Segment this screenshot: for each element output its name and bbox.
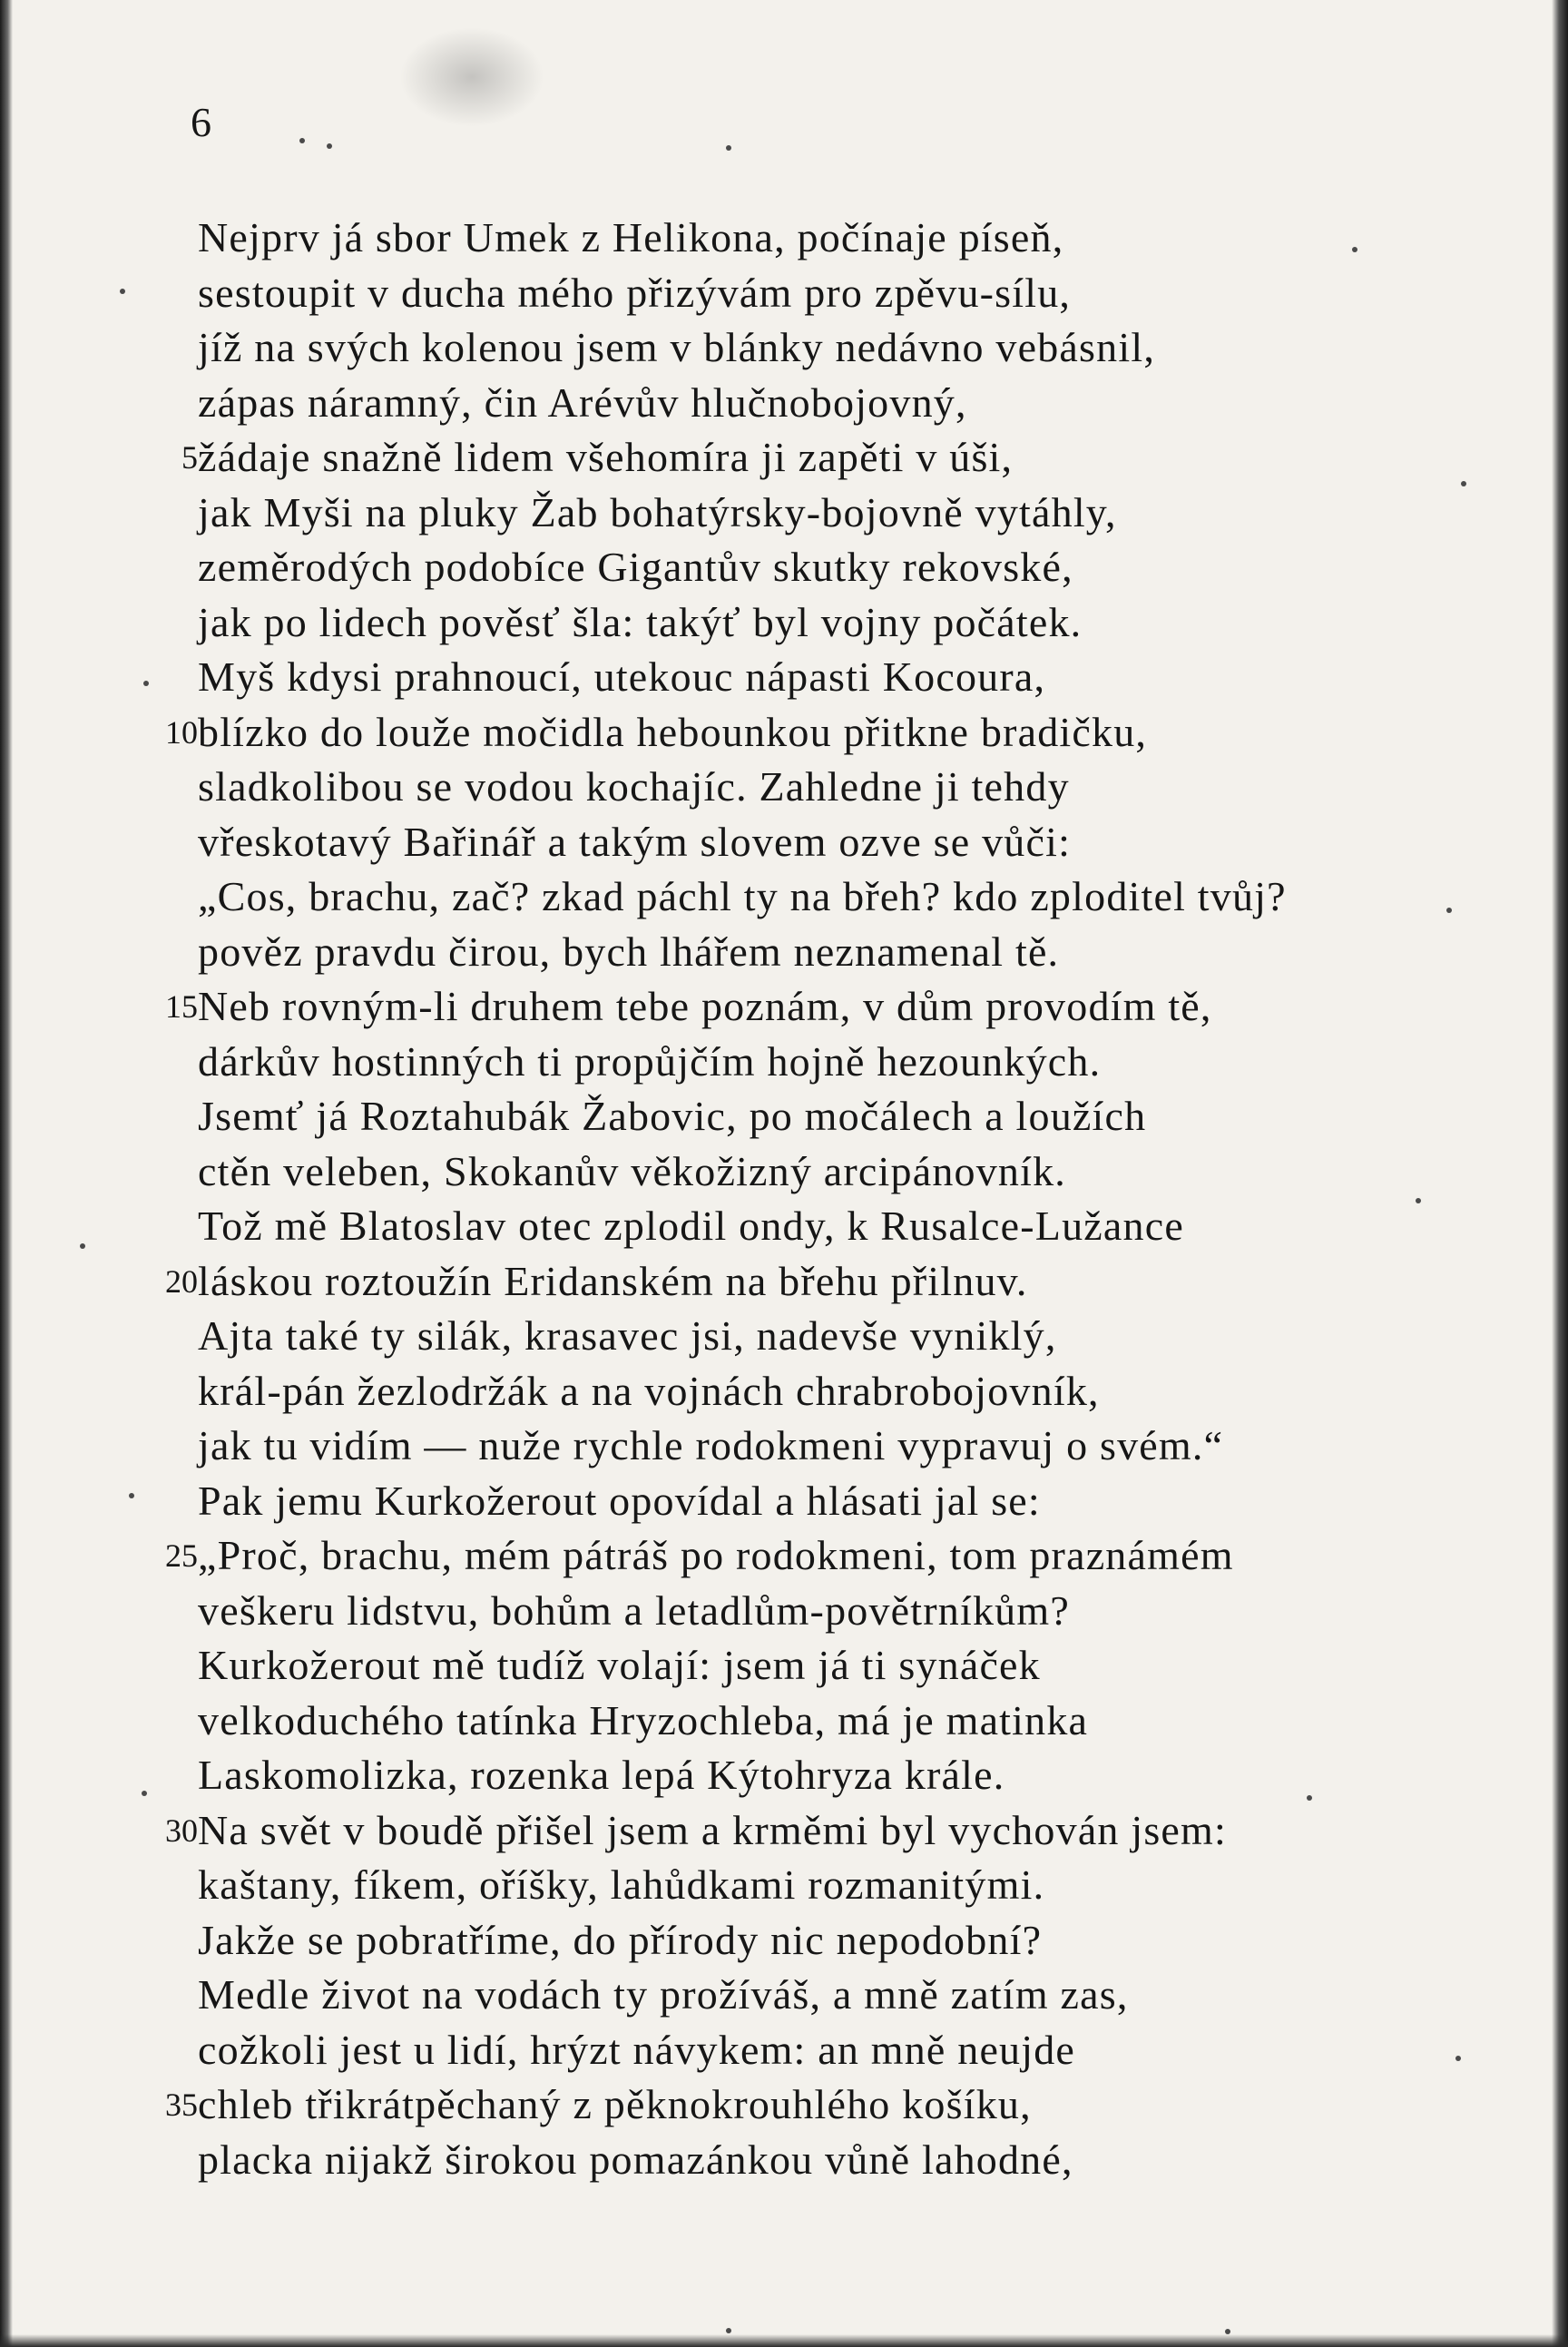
verse-text: dárkův hostinných ti propůjčím hojně hezounkých. <box>198 1037 1102 1085</box>
ink-speck <box>1225 2329 1230 2334</box>
verse-text: zeměrodých podobíce Gigantův skutky rekovské, <box>198 544 1073 590</box>
verse-text: Myš kdysi prahnoucí, utekouc nápasti Kocoura, <box>198 653 1046 700</box>
verse-line <box>0 1528 1568 1584</box>
verse-text: placka nijakž širokou pomazánkou vůně lahodné, <box>198 2136 1073 2183</box>
verse-text: Nejprv já sbor Umek z Helikona, počínaje píseň, <box>198 214 1064 260</box>
verse-line <box>0 705 1568 761</box>
verse-text: Ajta také ty silák, krasavec jsi, nadevše vyniklý, <box>198 1312 1057 1359</box>
verse-text: jak tu vidím — nuže rychle rodokmeni vypravuj o svém.“ <box>198 1422 1224 1468</box>
verse-line <box>0 486 1568 541</box>
verse-text: sladkolibou se vodou kochajíc. Zahledne ji tehdy <box>198 763 1070 810</box>
verse-line <box>0 1089 1568 1144</box>
bottom-scan-edge <box>0 2334 1568 2347</box>
verse-line <box>0 540 1568 595</box>
ink-speck <box>327 143 332 149</box>
verse-line <box>0 1364 1568 1419</box>
verse-line <box>0 1309 1568 1364</box>
poem-text <box>0 211 1568 2187</box>
verse-line <box>0 1035 1568 1090</box>
verse-text: Laskomolizka, rozenka lepá Kýtohryza krále. <box>198 1752 1005 1798</box>
verse-line <box>0 1858 1568 1913</box>
verse-text: král-pán žezlodržák a na vojnách chrabrobojovník, <box>198 1367 1100 1414</box>
verse-line <box>0 2077 1568 2133</box>
page-number: 6 <box>191 99 211 145</box>
verse-text: kaštany, fíkem, oříšky, lahůdkami rozmanitými. <box>198 1861 1045 1908</box>
verse-line <box>0 1748 1568 1803</box>
verse-text: jak po lidech pověsť šla: takýť byl vojny počátek. <box>198 598 1083 645</box>
verse-text: cožkoli jest u lidí, hrýzt návykem: an mně neujde <box>198 2026 1076 2073</box>
ink-speck <box>726 2328 731 2333</box>
verse-text: Neb rovným-li druhem tebe poznám, v dům provodím tě, <box>198 983 1212 1029</box>
verse-line <box>0 1803 1568 1859</box>
verse-line <box>0 1199 1568 1254</box>
verse-line <box>0 925 1568 980</box>
verse-line <box>0 1913 1568 1969</box>
ink-smudge <box>399 27 544 127</box>
verse-line <box>0 1474 1568 1529</box>
verse-text: jak Myši na pluky Žab bohatýrsky-bojovně vytáhly, <box>198 488 1117 535</box>
verse-text: pověz pravdu čirou, bych lhářem neznamenal tě. <box>198 928 1060 975</box>
verse-line <box>0 2133 1568 2188</box>
verse-line <box>0 1144 1568 1200</box>
line-number: 10 <box>165 713 198 751</box>
verse-line <box>0 211 1568 266</box>
verse-text: „Proč, brachu, mém pátráš po rodokmeni, tom praznámém <box>198 1532 1234 1578</box>
verse-text: jíž na svých kolenou jsem v blánky nedávno vebásnil, <box>198 324 1156 370</box>
verse-text: „Cos, brachu, zač? zkad páchl ty na břeh? kdo zploditel tvůj? <box>198 873 1287 919</box>
verse-text: ctěn veleben, Skokanův věkožizný arcipánovník. <box>198 1147 1067 1194</box>
verse-line <box>0 266 1568 321</box>
ink-speck <box>726 145 731 151</box>
line-number: 15 <box>165 988 198 1025</box>
verse-text: sestoupit v ducha mého přizývám pro zpěvu-sílu, <box>198 269 1072 316</box>
verse-text: Jakže se pobratříme, do přírody nic nepodobní? <box>198 1916 1043 1963</box>
line-number: 30 <box>165 1812 198 1849</box>
verse-text: zápas náramný, čin Arévův hlučnobojovný, <box>198 378 967 426</box>
verse-line <box>0 1694 1568 1749</box>
verse-text: láskou roztoužín Eridanském na břehu přilnuv. <box>198 1257 1028 1304</box>
verse-line <box>0 869 1568 925</box>
verse-text: žádaje snažně lidem všehomíra ji zapěti v úši, <box>198 434 1014 480</box>
verse-line <box>0 376 1568 431</box>
verse-line <box>0 650 1568 705</box>
verse-line <box>0 2023 1568 2078</box>
verse-line <box>0 760 1568 815</box>
verse-text: chleb třikrátpěchaný z pěknokrouhlého košíku, <box>198 2081 1032 2127</box>
verse-text: Kurkožerout mě tudíž volají: jsem já ti synáček <box>198 1642 1041 1688</box>
verse-text: Na svět v boudě přišel jsem a krměmi byl vychován jsem: <box>198 1806 1227 1853</box>
verse-line <box>0 1419 1568 1474</box>
verse-line <box>0 430 1568 486</box>
verse-line <box>0 1638 1568 1694</box>
ink-speck <box>299 138 305 143</box>
verse-line <box>0 1254 1568 1310</box>
verse-line <box>0 979 1568 1035</box>
line-number: 35 <box>165 2087 198 2123</box>
verse-text: Jsemť já Roztahubák Žabovic, po močálech a loužích <box>198 1093 1147 1139</box>
verse-text: Medle život na vodách ty prožíváš, a mně zatím zas, <box>198 1971 1129 2018</box>
verse-text: velkoduchého tatínka Hryzochleba, má je matinka <box>198 1696 1089 1743</box>
verse-line <box>0 815 1568 870</box>
verse-line <box>0 320 1568 376</box>
verse-text: Pak jemu Kurkožerout opovídal a hlásati jal se: <box>198 1477 1041 1524</box>
verse-line <box>0 1968 1568 2023</box>
line-number: 5 <box>181 439 198 476</box>
verse-text: veškeru lidstvu, bohům a letadlům-povětrníkům? <box>198 1586 1070 1634</box>
verse-line <box>0 595 1568 651</box>
verse-line <box>0 1584 1568 1639</box>
verse-text: Tož mě Blatoslav otec zplodil ondy, k Rusalce-Lužance <box>198 1203 1184 1249</box>
line-number: 20 <box>165 1262 198 1300</box>
verse-text: blízko do louže močidla hebounkou přitkne bradičku, <box>198 708 1148 755</box>
line-number: 25 <box>165 1537 198 1574</box>
verse-text: vřeskotavý Bařinář a takým slovem ozve se vůči: <box>198 818 1072 865</box>
